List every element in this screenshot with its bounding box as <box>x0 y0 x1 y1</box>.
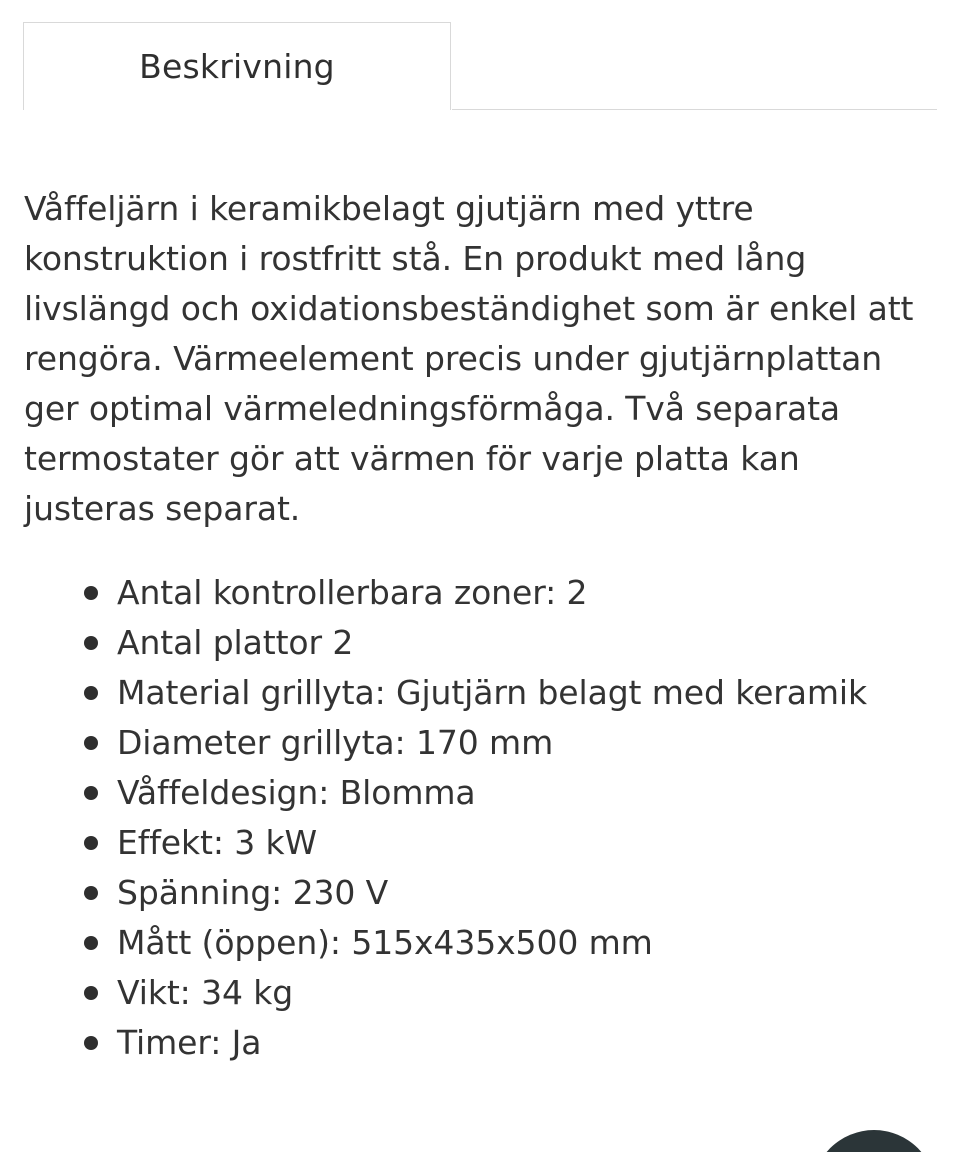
tab-label: Beskrivning <box>139 47 335 86</box>
list-item <box>0 918 960 968</box>
bullet-icon <box>84 1036 98 1050</box>
spec-text: Spänning: 230 V <box>117 873 389 912</box>
list-item <box>0 868 960 918</box>
list-item <box>0 768 960 818</box>
bullet-icon <box>84 786 98 800</box>
spec-text: Timer: Ja <box>117 1023 262 1062</box>
bullet-icon <box>84 586 98 600</box>
spec-text: Diameter grillyta: 170 mm <box>117 723 554 762</box>
bullet-icon <box>84 886 98 900</box>
spec-text: Material grillyta: Gjutjärn belagt med keramik <box>117 673 868 712</box>
tab-description[interactable] <box>23 22 451 110</box>
bullet-icon <box>84 636 98 650</box>
spec-text: Effekt: 3 kW <box>117 823 318 862</box>
spec-text: Våffeldesign: Blomma <box>117 773 476 812</box>
bullet-icon <box>84 936 98 950</box>
list-item <box>0 818 960 868</box>
list-item <box>0 1018 960 1068</box>
bullet-icon <box>84 736 98 750</box>
chat-button[interactable] <box>812 1130 936 1152</box>
bullet-icon <box>84 836 98 850</box>
list-item <box>0 718 960 768</box>
tab-bar <box>23 22 937 110</box>
spec-text: Vikt: 34 kg <box>117 973 294 1012</box>
list-item <box>0 968 960 1018</box>
product-description: Våffeljärn i keramikbelagt gjutjärn med yttre konstruktion i rostfritt stå. En produkt med lång livslängd och oxidationsbeständighet som är enkel att rengöra. Värmeelement precis under gjutjärnplattan ger optimal värmeledningsförmåga. Två separata termostater gör att värmen för varje platta kan justeras separat. <box>24 189 914 528</box>
spec-text: Antal kontrollerbara zoner: 2 <box>117 573 588 612</box>
list-item <box>0 568 960 618</box>
spec-list <box>0 568 960 1068</box>
spec-text: Antal plattor 2 <box>117 623 354 662</box>
tab-bar-divider <box>452 109 937 110</box>
list-item <box>0 618 960 668</box>
bullet-icon <box>84 686 98 700</box>
list-item <box>0 668 960 718</box>
bullet-icon <box>84 986 98 1000</box>
spec-text: Mått (öppen): 515x435x500 mm <box>117 923 653 962</box>
